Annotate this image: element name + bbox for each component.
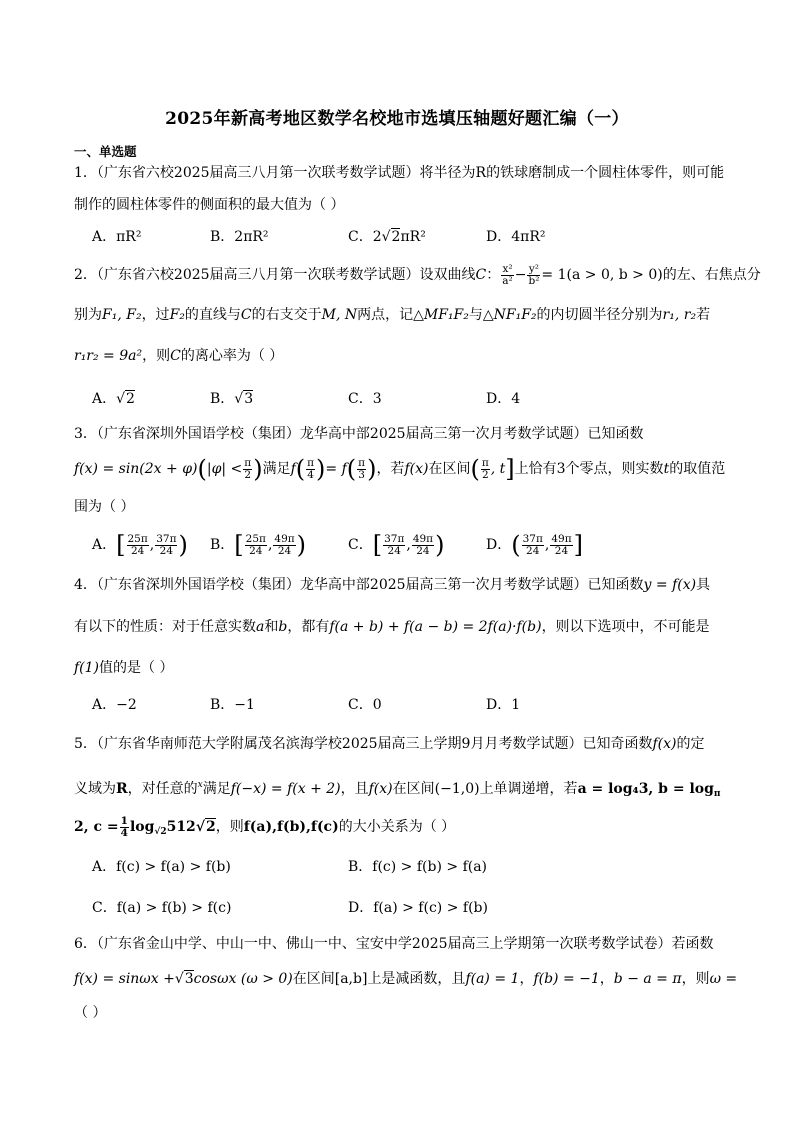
q4-option-c: C．0 [348, 697, 382, 713]
q3-line2: f(x) = sin(2x + φ)(|φ| < $\frac{\pi}{2}$ )满足f( $\frac{\pi}{4}$ )= f( $\frac{\pi}{3}$ )，若f(x)在区间( $\frac{\pi}{2}$ , t]上恰有3个零点，则实数t的取值范 [74, 455, 726, 483]
q5-option-b: B．f(c) > f(b) > f(a) [348, 859, 488, 875]
q3-option-d: D．( $\frac{37\pi}{24}$ , $\frac{49\pi}{24}$ ] [486, 531, 583, 559]
q6-line3: （ ） [74, 1005, 107, 1021]
q1-line1: 1．（广东省六校2025届高三八月第一次联考数学试题）将半径为R的铁球磨制成一个圆柱体零件，则可能 [74, 165, 725, 181]
q1-line2: 制作的圆柱体零件的侧面积的最大值为（ ） [74, 197, 345, 213]
q4-option-d: D．1 [486, 697, 521, 713]
q2-option-b: B．√3 [210, 391, 254, 407]
q4-line2: 有以下的性质：对于任意实数a和b，都有f(a + b) + f(a − b) = 2f(a)·f(b)，则以下选项中，不可能是 [74, 619, 710, 635]
q6-line1: 6．（广东省金山中学、中山一中、佛山一中、宝安中学2025届高三上学期第一次联考数学试卷）若函数 [74, 936, 714, 952]
q6-line2: f(x) = sinωx +√3cosωx (ω > 0)在区间[a,b]上是减函数，且f(a) = 1，f(b) = −1，b − a = π，则ω = [74, 971, 738, 987]
q1-option-c: C．2√2πR² [348, 229, 426, 245]
q5-option-a: A．f(c) > f(a) > f(b) [92, 859, 231, 875]
q5-line1: 5．（广东省华南师范大学附属茂名滨海学校2025届高三上学期9月月考数学试题）已知奇函数f(x)的定 [74, 736, 705, 752]
q5-line3: 2, c = $\frac{1}{4}$ $\log_{√2}512√2$，则f(a),f(b),f(c)的大小关系为（ ） [74, 814, 456, 839]
q4-option-b: B．−1 [210, 697, 255, 713]
q2-line2: 别为F₁, F₂，过F₂的直线与C的右支交于M, N两点，记△MF₁F₂与△NF₁F₂的内切圆半径分别为r₁, r₂若 [74, 307, 711, 323]
q5-line2: 义域为R，对任意的$^x$满足f(−x) = f(x + 2)，且f(x)在区间(−1,0)上单调递增，若a = log₄3, $b = \log_\pi$ [74, 780, 721, 799]
q3-option-c: C．[ $\frac{37\pi}{24}$ , $\frac{49\pi}{24}$ ) [348, 531, 445, 559]
q3-line3: 围为（ ） [74, 499, 135, 515]
q4-line3: f(1)值的是（ ） [74, 660, 174, 676]
q2-option-a: A．√2 [92, 391, 135, 407]
q5-option-c: C．f(a) > f(b) > f(c) [92, 900, 232, 916]
q1-option-b: B．2πR² [210, 229, 269, 245]
q1-option-a: A．πR² [92, 229, 142, 245]
q1-option-d: D．4πR² [486, 229, 546, 245]
q2-option-c: C．3 [348, 391, 382, 407]
q5-option-d: D．f(a) > f(c) > f(b) [348, 900, 488, 916]
q3-option-b: B．[ $\frac{25\pi}{24}$ , $\frac{49\pi}{24}$ ) [210, 531, 307, 559]
q4-option-a: A．−2 [92, 697, 137, 713]
q2-line1: 2．（广东省六校2025届高三八月第一次联考数学试题）设双曲线C： $\frac{\text{x²}}{\text{a²}}$ − $\frac{\text{y²}}{\text{b²}}$ = 1(a > 0, b > 0)的左、右焦点分 [74, 262, 761, 287]
q3-option-a: A．[ $\frac{25\pi}{24}$ , $\frac{37\pi}{24}$ ) [92, 531, 188, 559]
q2-option-d: D．4 [486, 391, 521, 407]
q2-line3: r₁r₂ = 9a²，则C的离心率为（ ） [74, 348, 284, 364]
q3-line1: 3．（广东省深圳外国语学校（集团）龙华高中部2025届高三第一次月考数学试题）已知函数 [74, 426, 644, 442]
section-heading: 一、单选题 [74, 144, 137, 159]
q4-line1: 4．（广东省深圳外国语学校（集团）龙华高中部2025届高三第一次月考数学试题）已知函数y = f(x)具 [74, 577, 711, 593]
page-title: 2025年新高考地区数学名校地市选填压轴题好题汇编（一） [165, 109, 629, 129]
